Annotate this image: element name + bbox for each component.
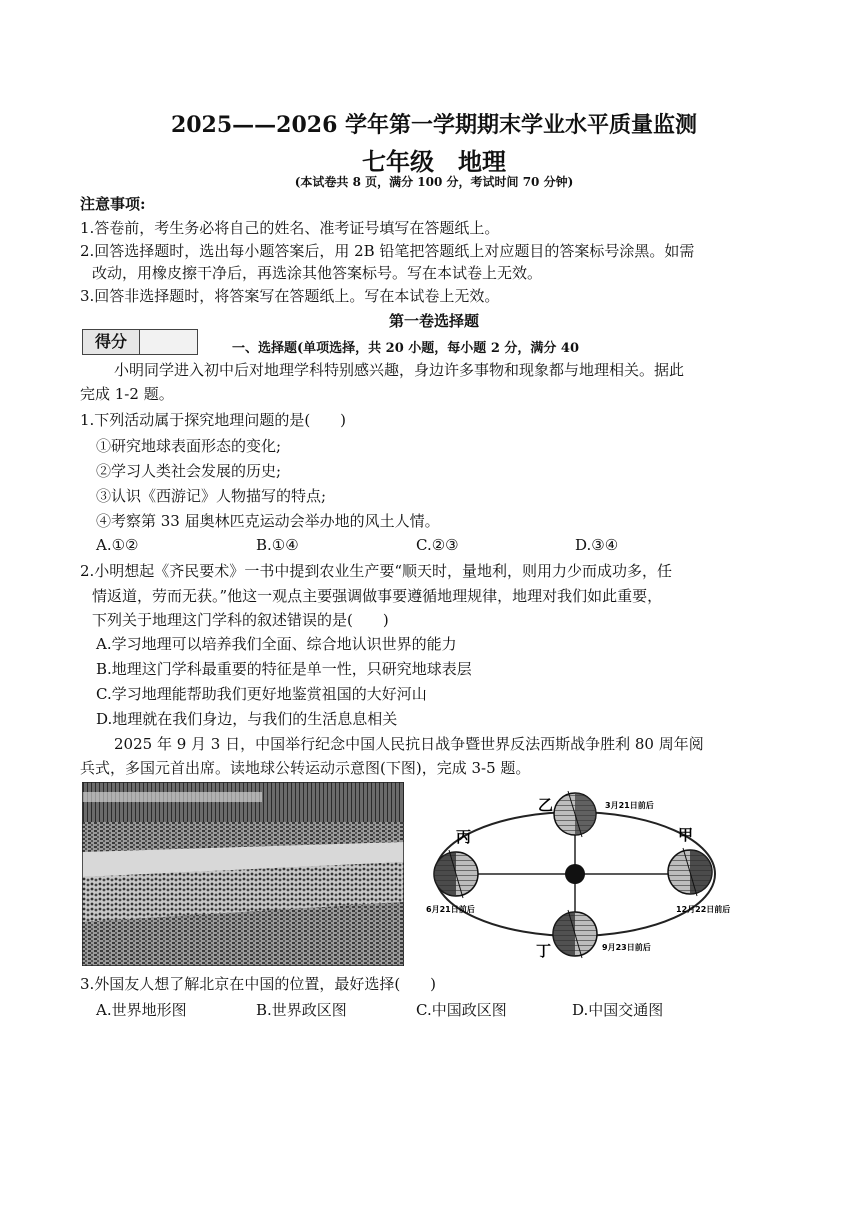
earth-right-icon: [668, 848, 712, 896]
earth-top-icon: [554, 791, 596, 837]
q1-option-a: A.①②: [96, 536, 139, 554]
label-jia: 甲: [678, 826, 694, 844]
label-bing: 丙: [456, 828, 472, 846]
score-value: [140, 330, 197, 354]
q3-option-b: B.世界政区图: [256, 1001, 347, 1019]
date-bottom: 9月23日前后: [602, 943, 651, 952]
question-2-stem: 情返道，劳而无获。”他这一观点主要强调做事要遵循地理规律，地理对我们如此重要，: [92, 587, 663, 605]
notice-item: 改动，用橡皮擦干净后，再选涂其他答案标号。写在本试卷上无效。: [92, 264, 543, 282]
date-top: 3月21日前后: [605, 801, 654, 810]
q1-option-c: C.②③: [416, 536, 459, 554]
section-subtitle: 一、选择题(单项选择，共 20 小题，每小题 2 分，满分 40: [232, 341, 580, 356]
q1-item: ②学习人类社会发展的历史;: [96, 462, 282, 480]
q3-option-a: A.世界地形图: [96, 1001, 187, 1019]
q1-item: ①研究地球表面形态的变化;: [96, 437, 282, 455]
question-1-stem: 1.下列活动属于探究地理问题的是( ): [80, 411, 347, 429]
score-box: [82, 329, 198, 355]
earth-bottom-icon: [553, 910, 597, 958]
question-2-stem: 2.小明想起《齐民要术》一书中提到农业生产要“顺天时，量地利，则用力少而成功多，任: [80, 562, 672, 580]
q2-option-a: A.学习地理可以培养我们全面、综合地认识世界的能力: [96, 635, 457, 653]
score-label: 得分: [83, 330, 140, 354]
notice-item: 3.回答非选择题时，将答案写在答题纸上。写在本试卷上无效。: [80, 287, 500, 305]
exam-info: (本试卷共 8 页，满分 100 分，考试时间 70 分钟): [294, 175, 574, 189]
intro-paragraph: 兵式，多国元首出席。读地球公转运动示意图(下图)，完成 3-5 题。: [80, 759, 531, 777]
q2-option-b: B.地理这门学科最重要的特征是单一性，只研究地球表层: [96, 660, 472, 678]
question-2-stem: 下列关于地理这门学科的叙述错误的是( ): [92, 611, 389, 629]
intro-paragraph: 完成 1-2 题。: [80, 385, 174, 403]
exam-title: 2025——2026 学年第一学期期末学业水平质量监测: [170, 112, 698, 138]
q3-option-d: D.中国交通图: [572, 1001, 664, 1019]
intro-paragraph: 2025 年 9 月 3 日，中国举行纪念中国人民抗日战争暨世界反法西斯战争胜利 80 周年阅: [114, 735, 704, 753]
label-ding: 丁: [536, 942, 552, 960]
date-right: 12月22日前后: [676, 905, 731, 914]
q1-item: ③认识《西游记》人物描写的特点;: [96, 487, 327, 505]
section-title: 第一卷选择题: [388, 312, 479, 330]
q1-option-b: B.①④: [256, 536, 299, 554]
label-yi: 乙: [538, 796, 554, 814]
date-left: 6月21日前后: [426, 905, 475, 914]
question-3-stem: 3.外国友人想了解北京在中国的位置，最好选择( ): [80, 975, 437, 993]
q3-option-c: C.中国政区图: [416, 1001, 507, 1019]
grade-subject: 七年级 地理: [362, 147, 506, 176]
notice-item: 1.答卷前，考生务必将自己的姓名、准考证号填写在答题纸上。: [80, 219, 500, 237]
q1-option-d: D.③④: [575, 536, 619, 554]
sun-icon: [565, 864, 585, 884]
earth-revolution-diagram: [420, 788, 750, 960]
notice-heading: 注意事项:: [80, 195, 146, 213]
notice-item: 2.回答选择题时，选出每小题答案后，用 2B 铅笔把答题纸上对应题目的答案标号涂黑。如需: [80, 242, 695, 260]
q2-option-c: C.学习地理能帮助我们更好地鉴赏祖国的大好河山: [96, 685, 427, 703]
parade-photo: [82, 782, 404, 966]
q2-option-d: D.地理就在我们身边，与我们的生活息息相关: [96, 710, 398, 728]
intro-paragraph: 小明同学进入初中后对地理学科特别感兴趣，身边许多事物和现象都与地理相关。据此: [114, 361, 685, 379]
q1-item: ④考察第 33 届奥林匹克运动会举办地的风土人情。: [96, 512, 440, 530]
